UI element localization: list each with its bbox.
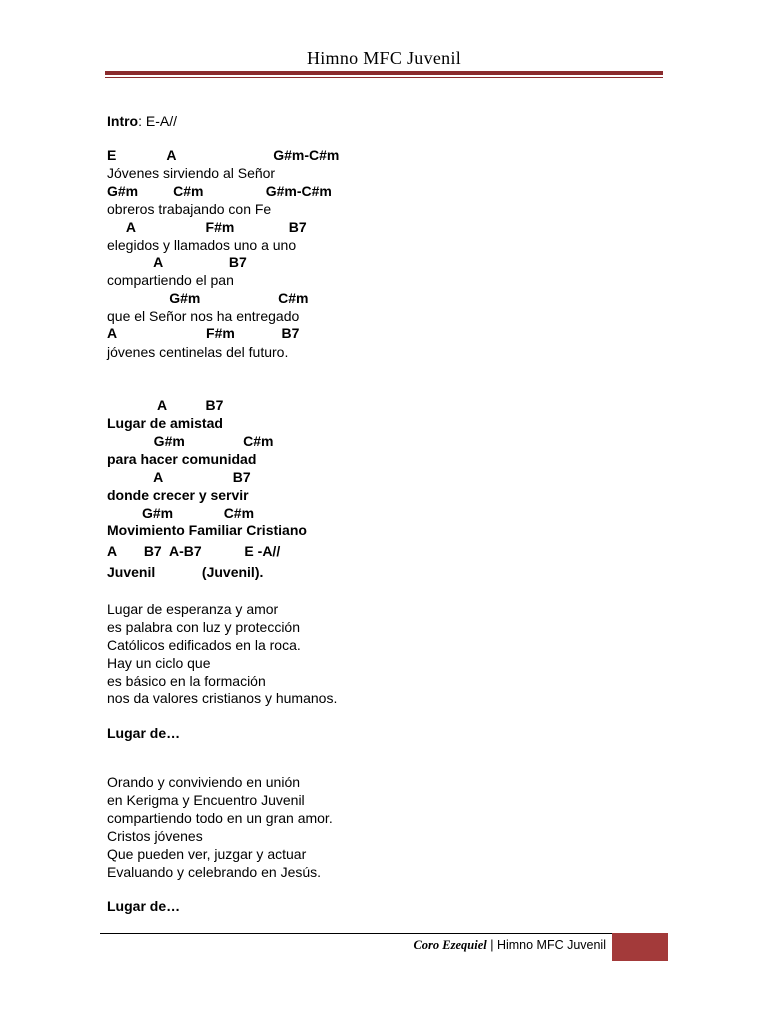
footer-title: Himno MFC Juvenil [496, 938, 606, 952]
chord-or-chorus-line: A B7 [107, 254, 247, 270]
page-title: Himno MFC Juvenil [306, 48, 462, 68]
lyric-line: Hay un ciclo que [107, 655, 211, 671]
lyric-line: Cristos jóvenes [107, 828, 203, 844]
chord-or-chorus-line: A B7 A-B7 E -A// [107, 543, 281, 559]
chord-or-chorus-line: Lugar de… [107, 898, 181, 914]
footer-accent-box [612, 933, 668, 961]
chord-or-chorus-line: para hacer comunidad [107, 451, 257, 467]
chord-or-chorus-line: A F#m B7 [107, 219, 307, 235]
chord-or-chorus-line: E A G#m-C#m [107, 147, 340, 163]
lyric-line: es básico en la formación [107, 673, 266, 689]
lyric-line: compartiendo el pan [107, 272, 234, 288]
footer-text [413, 938, 606, 953]
chord-or-chorus-line: G#m C#m [107, 433, 274, 449]
lyric-line: Católicos edificados en la roca. [107, 637, 301, 653]
lyric-line: Lugar de esperanza y amor [107, 601, 279, 617]
chord-or-chorus-line: A F#m B7 [107, 325, 300, 341]
lyric-line: nos da valores cristianos y humanos. [107, 690, 338, 706]
chord-or-chorus-line: Lugar de… [107, 725, 181, 741]
lyric-line: elegidos y llamados uno a uno [107, 237, 297, 253]
chord-or-chorus-line: Lugar de amistad [107, 415, 223, 431]
intro-label: Intro [107, 113, 139, 129]
chord-or-chorus-line: A B7 [107, 397, 224, 413]
lyric-line: Orando y conviviendo en unión [107, 774, 301, 790]
footer-separator: | [486, 938, 497, 952]
footer-signature: Coro Ezequiel [413, 938, 487, 952]
header-rule-thin [105, 77, 663, 78]
chord-or-chorus-line: G#m C#m G#m-C#m [107, 183, 332, 199]
lyric-line: Jóvenes sirviendo al Señor [107, 165, 276, 181]
lyric-line: Que pueden ver, juzgar y actuar [107, 846, 307, 862]
lyric-line: es palabra con luz y protección [107, 619, 300, 635]
chord-or-chorus-line: Juvenil (Juvenil). [107, 564, 264, 580]
header-rule-thick [105, 71, 663, 75]
lyric-line: obreros trabajando con Fe [107, 201, 272, 217]
chord-or-chorus-line: G#m C#m [107, 505, 255, 521]
chord-or-chorus-line: donde crecer y servir [107, 487, 249, 503]
footer-rule [100, 933, 668, 934]
intro-line [107, 113, 177, 130]
intro-chords: : E-A// [138, 113, 178, 129]
lyric-line: que el Señor nos ha entregado [107, 308, 300, 324]
chord-or-chorus-line: G#m C#m [107, 290, 309, 306]
chord-or-chorus-line: Movimiento Familiar Cristiano [107, 522, 307, 538]
lyric-line: Evaluando y celebrando en Jesús. [107, 864, 322, 880]
chord-or-chorus-line: A B7 [107, 469, 251, 485]
lyric-line: en Kerigma y Encuentro Juvenil [107, 792, 305, 808]
lyric-line: jóvenes centinelas del futuro. [107, 344, 289, 360]
lyric-line: compartiendo todo en un gran amor. [107, 810, 333, 826]
